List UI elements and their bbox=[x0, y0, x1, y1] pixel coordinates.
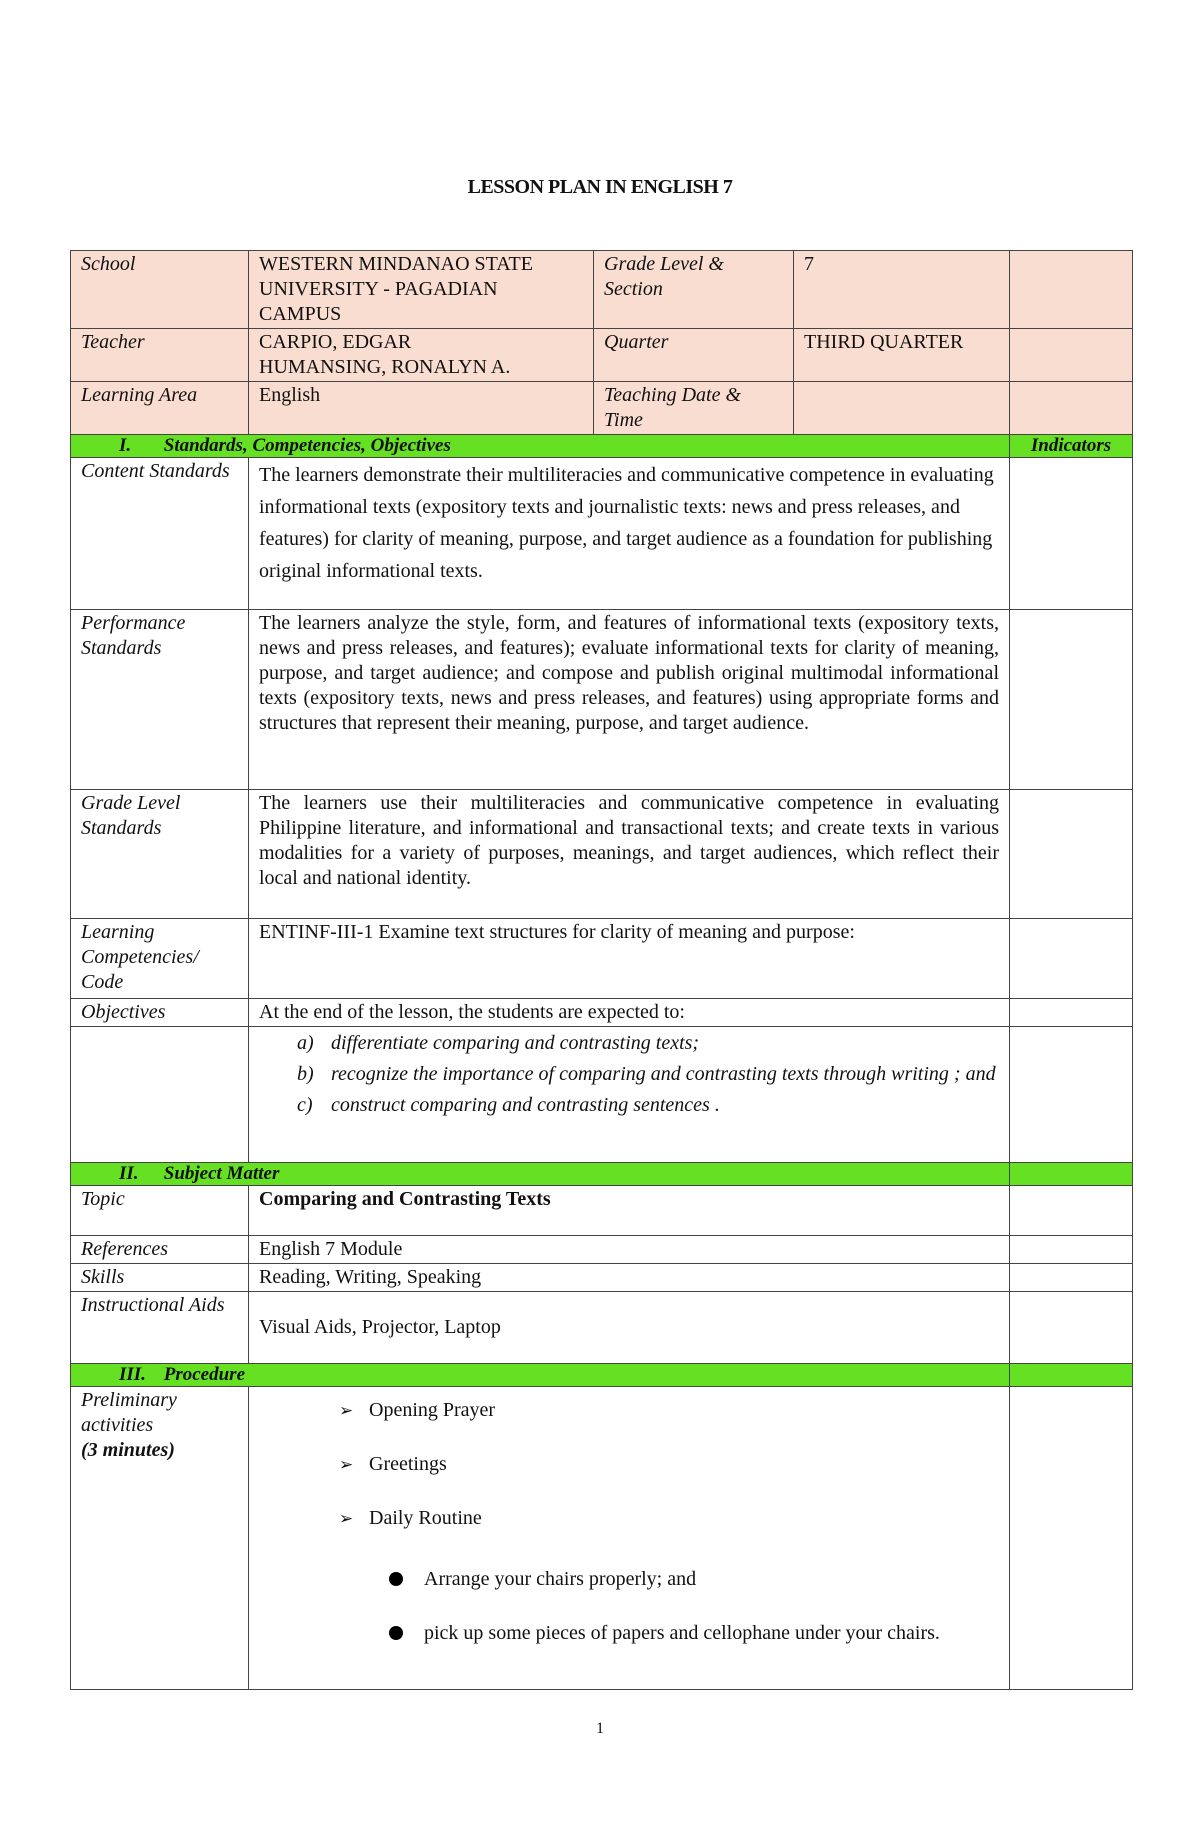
section-title: Procedure bbox=[163, 1364, 246, 1385]
topic-value: Comparing and Contrasting Texts bbox=[249, 1186, 1010, 1236]
objective-marker: a) bbox=[297, 1032, 314, 1054]
performance-standards-row bbox=[71, 610, 1133, 790]
preliminary-activities-row bbox=[71, 1387, 1133, 1690]
learning-competencies-text: ENTINF-III-1 Examine text structures for clarity of meaning and purpose: bbox=[249, 919, 1010, 999]
activity-list bbox=[259, 1398, 999, 1560]
section-header-procedure bbox=[71, 1364, 1133, 1387]
references-label: References bbox=[71, 1236, 249, 1264]
blank-cell bbox=[1010, 1364, 1133, 1387]
indicator-cell bbox=[1010, 1027, 1133, 1163]
objective-text: construct comparing and contrasting sentences . bbox=[331, 1094, 720, 1116]
performance-standards-text: The learners analyze the style, form, and features of informational texts (expository texts, news and press releases, and features); evaluate informational texts for clarity of meaning, purpose, and target audience; and compose and publish original multimodal informational texts (expository texts, news and press releases, and features) using appropriate forms and structures that represent their meaning, purpose, and target audience. bbox=[249, 610, 1010, 790]
instructional-aids-value: Visual Aids, Projector, Laptop bbox=[249, 1292, 1010, 1364]
objectives-list-cell bbox=[249, 1027, 1010, 1163]
indicator-cell bbox=[1010, 1236, 1133, 1264]
school-value: WESTERN MINDANAO STATE UNIVERSITY - PAGADIAN CAMPUS bbox=[249, 251, 594, 329]
teacher-label: Teacher bbox=[71, 329, 249, 382]
objectives-label: Objectives bbox=[71, 999, 249, 1027]
blank-cell bbox=[1010, 382, 1133, 435]
objective-text: differentiate comparing and contrasting texts; bbox=[331, 1032, 700, 1054]
topic-row bbox=[71, 1186, 1133, 1236]
activity-item bbox=[339, 1452, 999, 1506]
grade-section-label: Grade Level & Section bbox=[594, 251, 794, 329]
activity-item bbox=[339, 1506, 999, 1560]
section-title: Subject Matter bbox=[163, 1163, 280, 1184]
grade-level-standards-text: The learners use their multiliteracies and communicative competence in evaluating Philippine literature, and informational and transactional texts; and create texts in various modalities for a variety of purposes, meanings, and target audiences, which reflect their local and national identity. bbox=[249, 790, 1010, 919]
topic-label: Topic bbox=[71, 1186, 249, 1236]
performance-standards-label: Performance Standards bbox=[71, 610, 249, 790]
skills-row bbox=[71, 1264, 1133, 1292]
content-standards-text: The learners demonstrate their multiliteracies and communicative competence in evaluating informational texts (expository texts and journalistic texts: news and press releases, and features) for clarity of meaning, purpose, and target audience as a foundation for publishing original informational texts. bbox=[249, 458, 1010, 610]
quarter-value: THIRD QUARTER bbox=[794, 329, 1010, 382]
teaching-date-value bbox=[794, 382, 1010, 435]
objective-item bbox=[297, 1028, 999, 1059]
learning-area-label: Learning Area bbox=[71, 382, 249, 435]
content-standards-row bbox=[71, 458, 1133, 610]
section-number: I. bbox=[119, 435, 132, 456]
references-row bbox=[71, 1236, 1133, 1264]
grade-section-value: 7 bbox=[794, 251, 1010, 329]
activity-text: Opening Prayer bbox=[369, 1399, 496, 1421]
learning-competencies-label: Learning Competencies/ Code bbox=[71, 919, 249, 999]
indicator-cell bbox=[1010, 1387, 1133, 1690]
section-title-cell bbox=[71, 435, 1010, 458]
section-title-cell bbox=[71, 1364, 1010, 1387]
teaching-date-label: Teaching Date & Time bbox=[594, 382, 794, 435]
content-standards-label: Content Standards bbox=[71, 458, 249, 610]
section-title-cell bbox=[71, 1163, 1010, 1186]
quarter-label: Quarter bbox=[594, 329, 794, 382]
activity-text: Greetings bbox=[369, 1453, 447, 1475]
arrow-bullet-icon: ➢ bbox=[339, 1509, 354, 1528]
objectives-list-row bbox=[71, 1027, 1133, 1163]
instructional-aids-row bbox=[71, 1292, 1133, 1364]
objectives-row bbox=[71, 999, 1133, 1027]
grade-level-standards-label: Grade Level Standards bbox=[71, 790, 249, 919]
indicator-cell bbox=[1010, 999, 1133, 1027]
teacher-value bbox=[249, 329, 594, 382]
activity-item bbox=[339, 1398, 999, 1452]
indicator-cell bbox=[1010, 610, 1133, 790]
indicator-cell bbox=[1010, 1186, 1133, 1236]
skills-value: Reading, Writing, Speaking bbox=[249, 1264, 1010, 1292]
routine-list bbox=[259, 1560, 999, 1652]
teacher-name-2: HUMANSING, RONALYN A. bbox=[259, 356, 511, 378]
circle-bullet-icon bbox=[389, 1572, 403, 1586]
objective-marker: b) bbox=[297, 1063, 314, 1085]
indicator-cell bbox=[1010, 1292, 1133, 1364]
indicator-cell bbox=[1010, 919, 1133, 999]
objective-text: recognize the importance of comparing and contrasting texts through writing ; and bbox=[331, 1063, 996, 1085]
indicators-heading: Indicators bbox=[1010, 435, 1133, 458]
learning-area-value: English bbox=[249, 382, 594, 435]
instructional-aids-label: Instructional Aids bbox=[71, 1292, 249, 1364]
activity-text: Daily Routine bbox=[369, 1507, 482, 1529]
section-number: II. bbox=[119, 1163, 139, 1184]
page-number: 1 bbox=[596, 1720, 604, 1737]
preliminary-activities-label: Preliminary activities bbox=[81, 1389, 177, 1436]
blank-cell bbox=[1010, 1163, 1133, 1186]
objective-item bbox=[297, 1059, 999, 1090]
preliminary-time: (3 minutes) bbox=[81, 1439, 175, 1461]
school-row bbox=[71, 251, 1133, 329]
objective-item bbox=[297, 1090, 999, 1121]
preliminary-content bbox=[249, 1387, 1010, 1690]
references-value: English 7 Module bbox=[249, 1236, 1010, 1264]
objective-marker: c) bbox=[297, 1094, 313, 1116]
teacher-name-1: CARPIO, EDGAR bbox=[259, 331, 412, 353]
blank-cell bbox=[1010, 329, 1133, 382]
routine-text: Arrange your chairs properly; and bbox=[424, 1568, 697, 1590]
section-header-subject-matter bbox=[71, 1163, 1133, 1186]
lesson-plan-table bbox=[70, 250, 1133, 1690]
teacher-row bbox=[71, 329, 1133, 382]
indicator-cell bbox=[1010, 790, 1133, 919]
learning-competencies-row bbox=[71, 919, 1133, 999]
blank-cell bbox=[1010, 251, 1133, 329]
section-title: Standards, Competencies, Objectives bbox=[163, 435, 451, 456]
section-header-standards bbox=[71, 435, 1133, 458]
indicator-cell bbox=[1010, 1264, 1133, 1292]
section-number: III. bbox=[119, 1364, 146, 1385]
learning-area-row bbox=[71, 382, 1133, 435]
routine-text: pick up some pieces of papers and cellophane under your chairs. bbox=[424, 1622, 940, 1644]
routine-item bbox=[389, 1560, 999, 1598]
preliminary-label-cell bbox=[71, 1387, 249, 1690]
arrow-bullet-icon: ➢ bbox=[339, 1455, 354, 1474]
blank-cell bbox=[71, 1027, 249, 1163]
circle-bullet-icon bbox=[389, 1626, 403, 1640]
grade-level-standards-row bbox=[71, 790, 1133, 919]
objectives-list bbox=[259, 1028, 999, 1121]
school-label: School bbox=[71, 251, 249, 329]
indicator-cell bbox=[1010, 458, 1133, 610]
skills-label: Skills bbox=[71, 1264, 249, 1292]
objectives-intro: At the end of the lesson, the students are expected to: bbox=[249, 999, 1010, 1027]
routine-item bbox=[389, 1614, 999, 1652]
document-title: LESSON PLAN IN ENGLISH 7 bbox=[467, 176, 733, 198]
arrow-bullet-icon: ➢ bbox=[339, 1401, 354, 1420]
